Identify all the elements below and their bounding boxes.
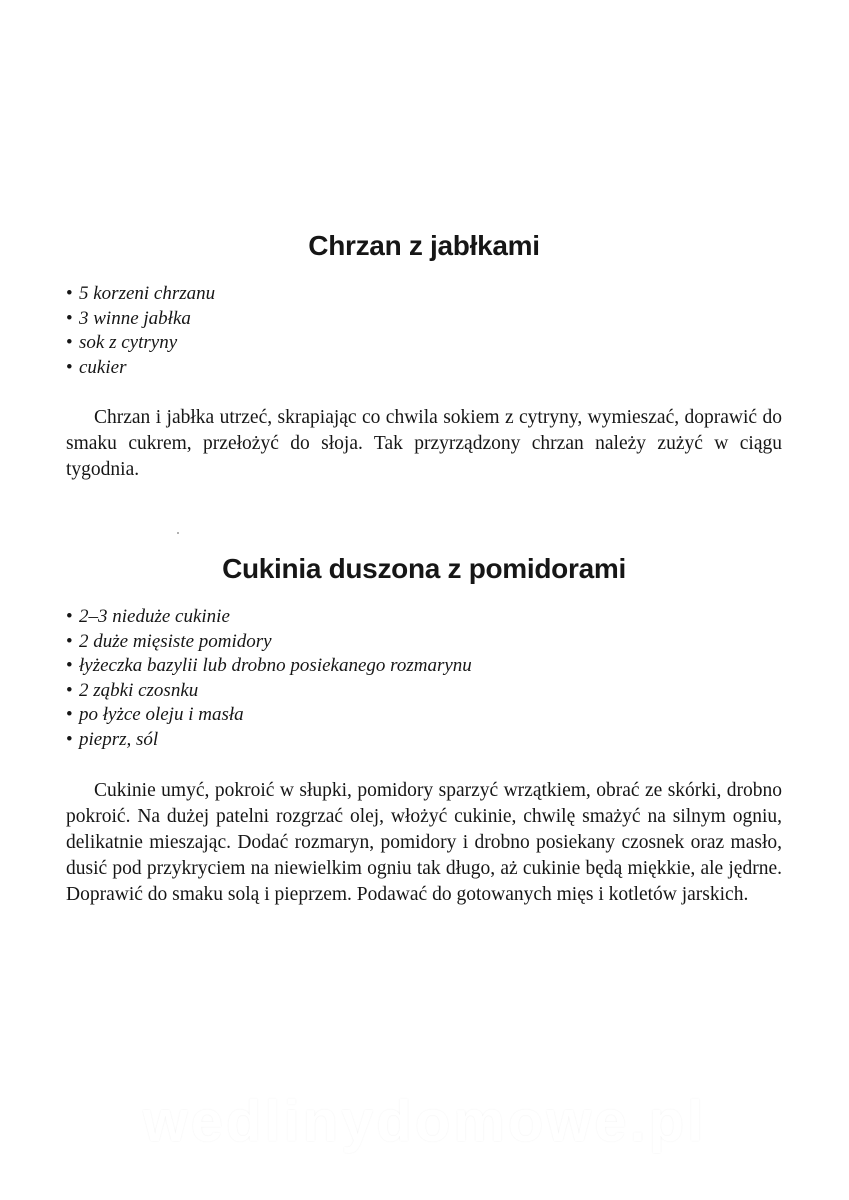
ingredient-item: • sok z cytryny: [66, 331, 782, 356]
ingredient-list: [66, 605, 782, 752]
ingredient-item: • 2–3 nieduże cukinie: [66, 605, 782, 630]
ingredient-item: • cukier: [66, 356, 782, 381]
bullet-icon: •: [66, 679, 73, 701]
bullet-icon: •: [66, 332, 73, 353]
ingredient-item: • 2 ząbki czosnku: [66, 679, 782, 704]
bullet-icon: •: [66, 728, 73, 750]
ingredient-item: • 5 korzeni chrzanu: [66, 282, 782, 307]
ingredient-item: • 3 winne jabłka: [66, 307, 782, 332]
ingredient-item: • 2 duże mięsiste pomidory: [66, 630, 782, 655]
recipe-cukinia-duszona-z-pomidorami: [66, 545, 782, 908]
recipe-title: Chrzan z jabłkami: [308, 230, 540, 261]
bullet-icon: •: [66, 630, 73, 652]
recipe-chrzan-z-jablkami: [66, 222, 782, 483]
recipe-instructions: Chrzan i jabłka utrzeć, skrapiając co chwila sokiem z cytryny, wymieszać, doprawić do smaku cukrem, przełożyć do słoja. Tak przyrządzony chrzan należy zużyć w ciągu tygodnia.: [66, 407, 782, 480]
scan-speck: [177, 532, 179, 534]
bullet-icon: •: [66, 655, 73, 676]
recipe-instructions: Cukinie umyć, pokroić w słupki, pomidory sparzyć wrzątkiem, obrać ze skórki, drobno pokroić. Na dużej patelni rozgrzać olej, włożyć cukinie, chwilę smażyć na silnym ogniu, delikatnie mieszając. Dodać rozmaryn, pomidory i drobno posiekany czosnek oraz masło, dusić pod przykryciem na niewielkim ogniu tak długo, aż cukinie będą miękkie, ale jędrne. Doprawić do smaku solą i pieprzem. Podawać do gotowanych mięs i kotletów jarskich.: [66, 780, 782, 905]
bullet-icon: •: [66, 704, 73, 725]
ingredient-item: • łyżeczka bazylii lub drobno posiekanego rozmarynu: [66, 654, 782, 679]
ingredient-list: [66, 282, 782, 380]
ingredient-item: • po łyżce oleju i masła: [66, 703, 782, 728]
watermark: wedlinydomowe.pl: [142, 1089, 707, 1154]
bullet-icon: •: [66, 307, 73, 329]
bullet-icon: •: [66, 606, 73, 627]
bullet-icon: •: [66, 283, 73, 304]
recipe-title: Cukinia duszona z pomidorami: [222, 553, 626, 584]
ingredient-item: • pieprz, sól: [66, 728, 782, 753]
bullet-icon: •: [66, 356, 73, 378]
